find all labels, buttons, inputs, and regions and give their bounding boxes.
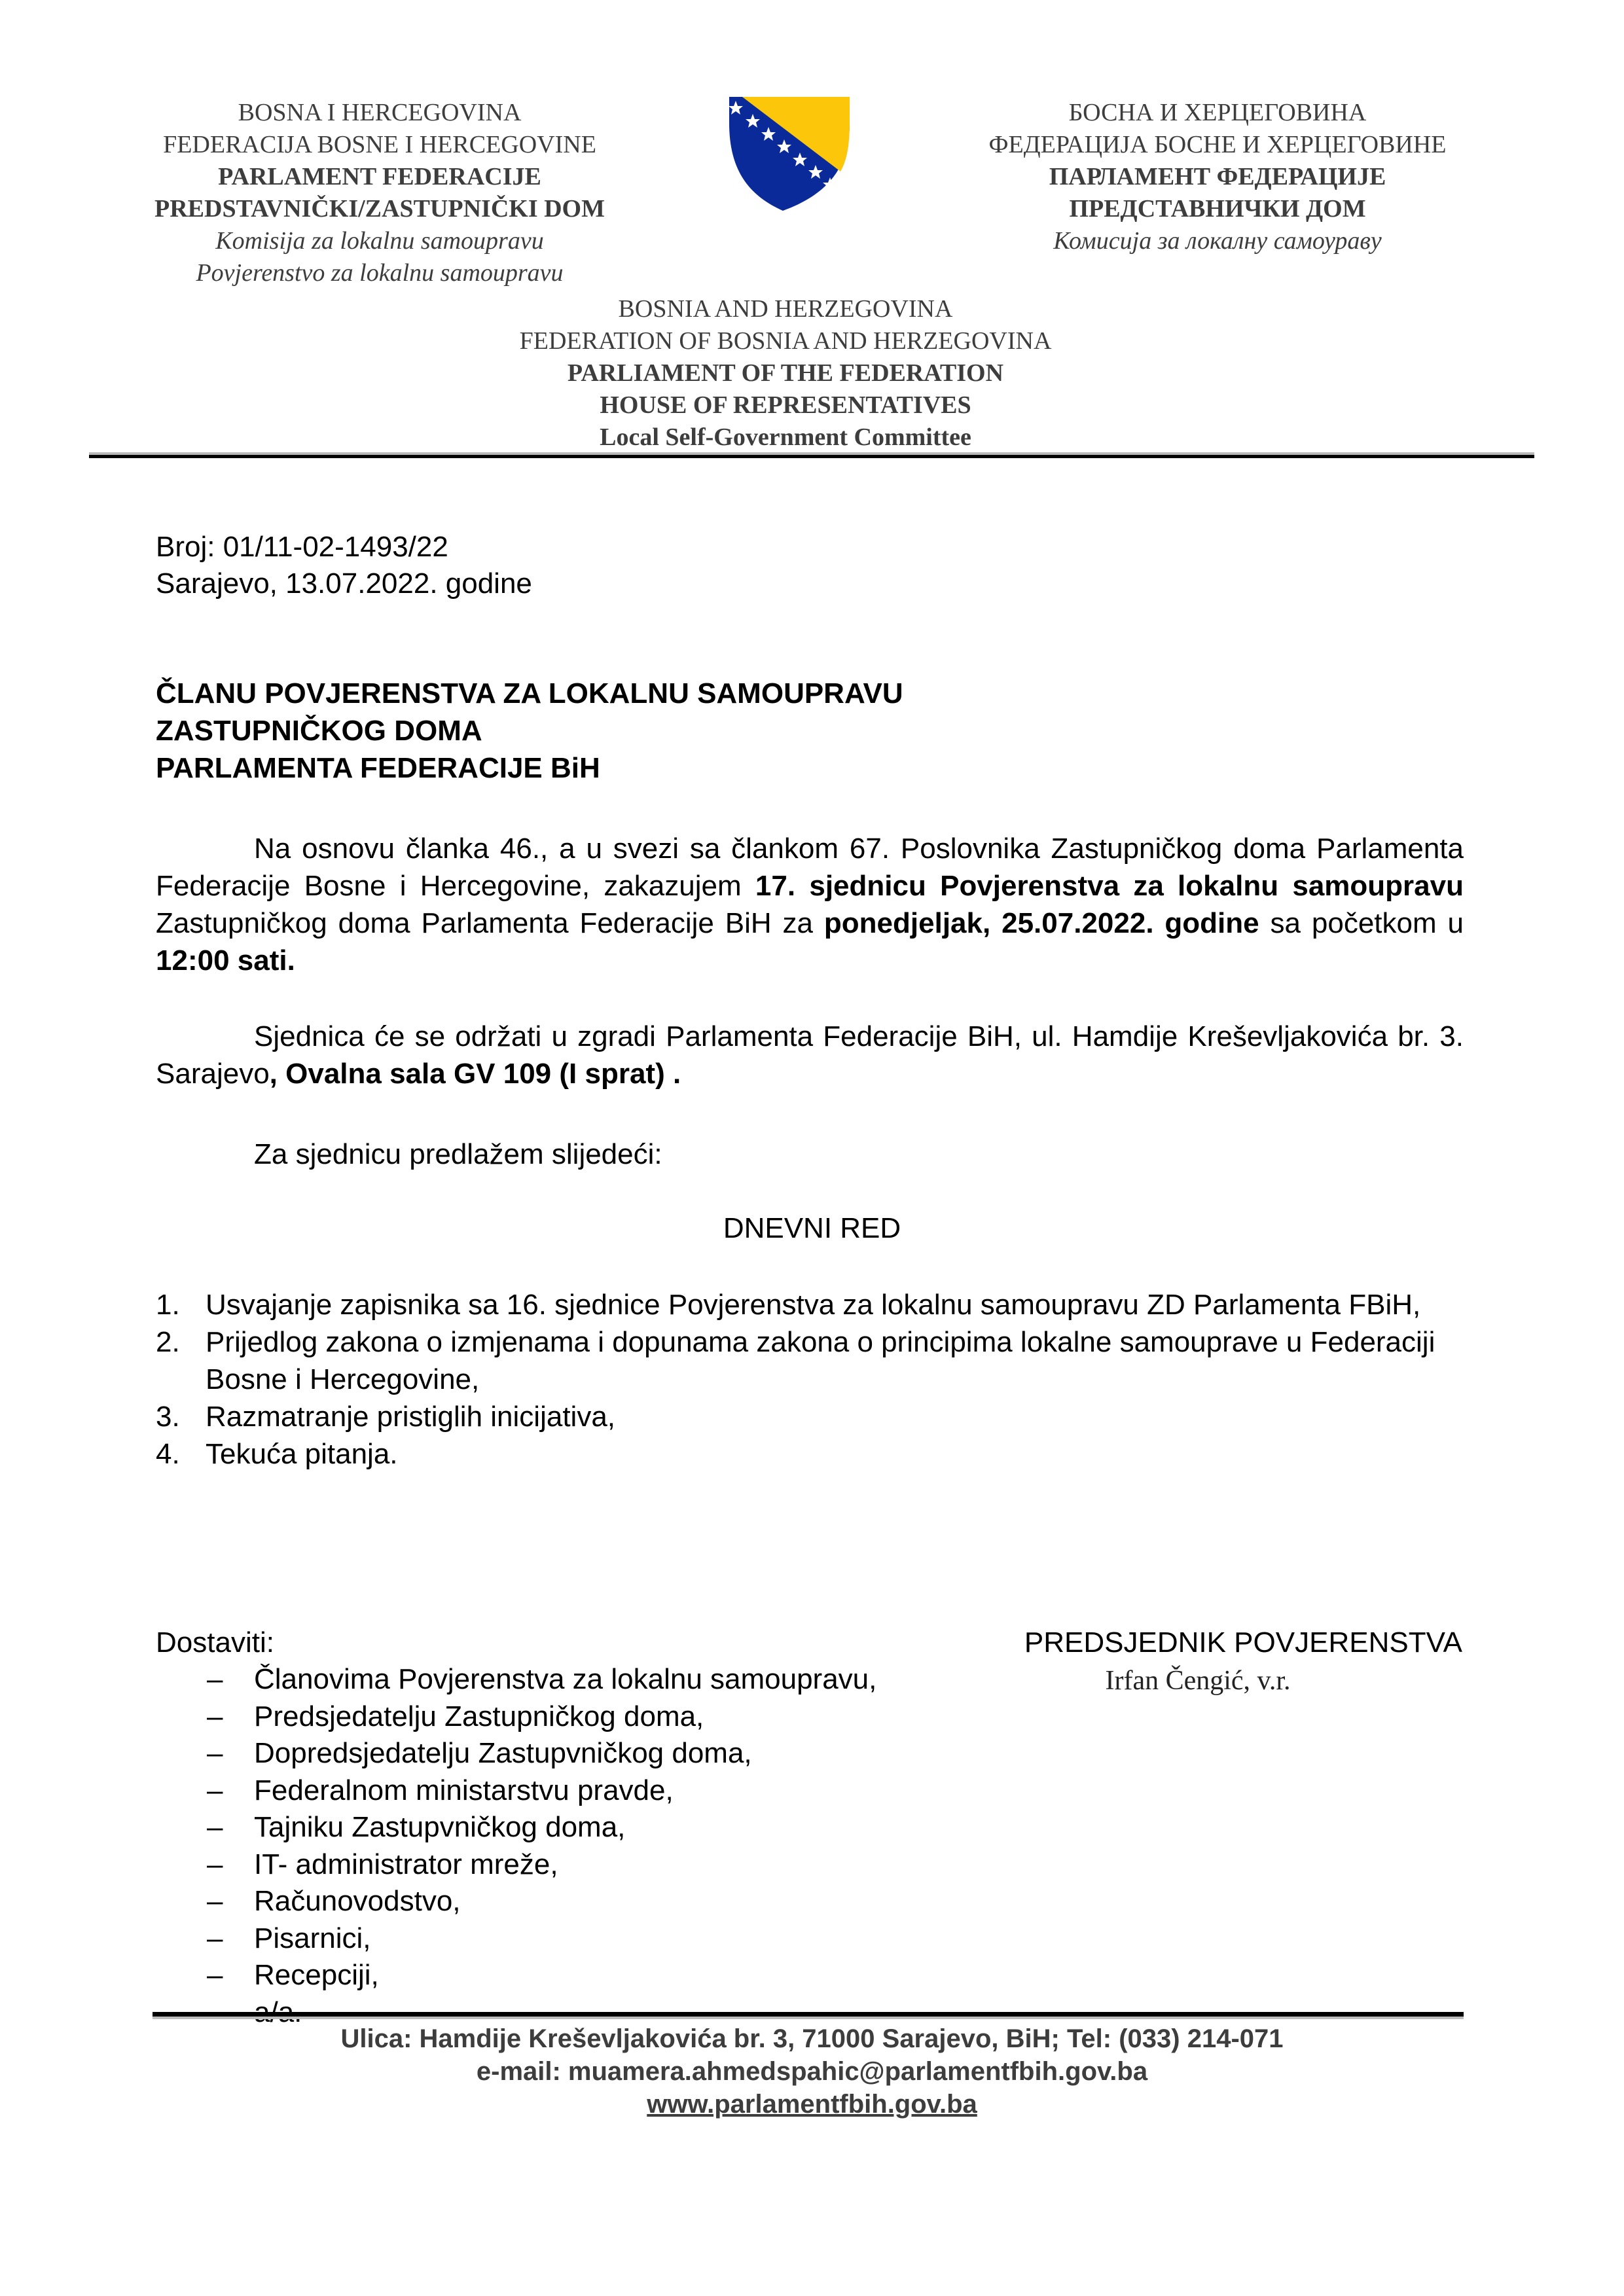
addressee-line: PARLAMENTA FEDERACIJE BiH <box>156 752 600 784</box>
session-name: 17. sjednicu Povjerenstva za lokalnu samoupravu <box>755 870 1464 902</box>
header-left-parliament: PARLAMENT FEDERACIJE <box>218 163 541 190</box>
distribution-item-text: Pisarnici, <box>254 1922 371 1954</box>
distribution-item-text: Federalnom ministarstvu pravde, <box>254 1774 674 1806</box>
distribution-item <box>156 1698 876 1736</box>
agenda-item <box>156 1286 1464 1323</box>
dash-bullet-icon: – <box>207 1737 223 1769</box>
signature-title: PREDSJEDNIK POVJERENSTVA <box>1024 1626 1462 1659</box>
distribution-item-text: IT- administrator mreže, <box>254 1848 558 1880</box>
distribution-item <box>156 1883 876 1920</box>
footer-email[interactable]: e-mail: muamera.ahmedspahic@parlamentfbih.gov.ba <box>476 2057 1148 2086</box>
dash-bullet-icon: – <box>207 1811 223 1843</box>
header-left-house: PREDSTAVNIČKI/ZASTUPNIČKI DOM <box>154 195 605 223</box>
agenda-item-text: Razmatranje pristiglih inicijativa, <box>206 1401 616 1433</box>
footer <box>0 2022 1624 2121</box>
header-center-country: BOSNIA AND HERZEGOVINA <box>618 295 953 323</box>
footer-address: Ulica: Hamdije Kreševljakovića br. 3, 71000 Sarajevo, BiH; Tel: (033) 214-071 <box>340 2024 1284 2053</box>
agenda-title: DNEVNI RED <box>723 1212 901 1244</box>
session-room: , Ovalna sala GV 109 (I sprat) . <box>269 1058 681 1090</box>
header-right-house: ПРЕДСТАВНИЧКИ ДОМ <box>1069 195 1366 223</box>
bih-coat-of-arms-icon <box>728 97 850 211</box>
agenda-item-number: 2. <box>156 1326 180 1358</box>
distribution-label: Dostaviti: <box>156 1626 274 1659</box>
header-right-block <box>929 97 1506 257</box>
header-left-block <box>85 97 674 289</box>
distribution-item <box>156 1846 876 1884</box>
distribution-item-text: Računovodstvo, <box>254 1885 461 1917</box>
header-left-federation: FEDERACIJA BOSNE I HERCEGOVINE <box>163 131 596 158</box>
header-center-parliament: PARLIAMENT OF THE FEDERATION <box>567 359 1004 387</box>
agenda-item <box>156 1398 1464 1435</box>
header-center-house: HOUSE OF REPRESENTATIVES <box>600 391 971 419</box>
place-date: Sarajevo, 13.07.2022. godine <box>156 567 532 600</box>
agenda-item-number: 1. <box>156 1289 180 1321</box>
footer-divider <box>153 2012 1464 2020</box>
distribution-item <box>156 1772 876 1810</box>
header-right-parliament: ПАРЛАМЕНТ ФЕДЕРАЦИЈЕ <box>1049 163 1386 190</box>
distribution-item <box>156 1920 876 1958</box>
header-right-country: БОСНА И ХЕРЦЕГОВИНА <box>1068 99 1367 126</box>
agenda-intro: Za sjednicu predlažem slijedeći: <box>254 1138 662 1170</box>
addressee-line: ZASTUPNIČKOG DOMA <box>156 715 482 747</box>
distribution-item <box>156 1957 876 1994</box>
paragraph-text: sa početkom u <box>1259 907 1464 939</box>
header-center-committee: Local Self-Government Committee <box>600 423 971 451</box>
agenda-list <box>156 1286 1464 1473</box>
dash-bullet-icon: – <box>207 1774 223 1806</box>
agenda-item-text: Tekuća pitanja. <box>206 1438 398 1470</box>
agenda-item <box>156 1435 1464 1473</box>
distribution-item <box>156 1661 876 1698</box>
footer-website-link[interactable]: www.parlamentfbih.gov.ba <box>647 2090 977 2119</box>
distribution-item <box>156 1809 876 1846</box>
paragraph-text: Sjednica će se održati u zgradi Parlamenta Federacije BiH, ul. Hamdije Kreševljakovića br. 3. Sarajevo <box>156 1020 1464 1090</box>
distribution-item-text: Recepciji, <box>254 1959 379 1991</box>
distribution-item <box>156 1735 876 1772</box>
agenda-item <box>156 1323 1464 1398</box>
header-left-country: BOSNA I HERCEGOVINA <box>238 99 522 126</box>
convocation-paragraph <box>156 830 1464 979</box>
dash-bullet-icon: – <box>207 1922 223 1954</box>
signature-name: Irfan Čengić, v.r. <box>1105 1666 1291 1696</box>
distribution-list <box>156 1661 876 2031</box>
dash-bullet-icon: – <box>207 1848 223 1880</box>
header-left-commission: Komisija za lokalnu samoupravu <box>215 227 544 255</box>
header-center-federation: FEDERATION OF BOSNIA AND HERZEGOVINA <box>519 327 1052 355</box>
document-meta <box>156 529 532 602</box>
session-date: ponedjeljak, 25.07.2022. godine <box>823 907 1259 939</box>
agenda-item-text: Usvajanje zapisnika sa 16. sjednice Povjerenstva za lokalnu samoupravu ZD Parlamenta FBiH, <box>206 1289 1421 1321</box>
distribution-item-text: Predsjedatelju Zastupničkog doma, <box>254 1700 704 1732</box>
distribution-item-text: Tajniku Zastupvničkog doma, <box>254 1811 626 1843</box>
session-time: 12:00 sati. <box>156 944 295 977</box>
distribution-item-text: Članovima Povjerenstva za lokalnu samoupravu, <box>254 1663 877 1695</box>
dash-bullet-icon: – <box>207 1663 223 1695</box>
distribution-item-text: Dopredsjedatelju Zastupvničkog doma, <box>254 1737 752 1769</box>
header-center-block <box>393 293 1178 454</box>
dash-bullet-icon: – <box>207 1700 223 1732</box>
reference-number: Broj: 01/11-02-1493/22 <box>156 531 448 563</box>
paragraph-text: Zastupničkog doma Parlamenta Federacije BiH za <box>156 907 824 939</box>
agenda-item-text: Prijedlog zakona o izmjenama i dopunama zakona o principima lokalne samouprave u Federaciji Bosne i Hercegovine, <box>206 1326 1435 1395</box>
agenda-item-number: 3. <box>156 1401 180 1433</box>
header-right-federation: ФЕДЕРАЦИЈА БОСНЕ И ХЕРЦЕГОВИНЕ <box>988 131 1447 158</box>
dash-bullet-icon: – <box>207 1959 223 1991</box>
header-right-commission: Комисија за локалну самоураву <box>1053 227 1382 255</box>
agenda-item-number: 4. <box>156 1438 180 1470</box>
paragraph-text: Na osnovu članka 46., a u svezi sa člankom 67. Poslovnika Zastupničkog doma Parlamenta Federacije Bosne i Hercegovine, zakazujem <box>156 833 1464 902</box>
header-left-committee: Povjerenstvo za lokalnu samoupravu <box>196 259 564 287</box>
header-divider <box>89 452 1534 459</box>
location-paragraph <box>156 1018 1464 1092</box>
dash-bullet-icon: – <box>207 1885 223 1917</box>
addressee-line: ČLANU POVJERENSTVA ZA LOKALNU SAMOUPRAVU <box>156 677 903 709</box>
addressee-block <box>156 675 903 787</box>
